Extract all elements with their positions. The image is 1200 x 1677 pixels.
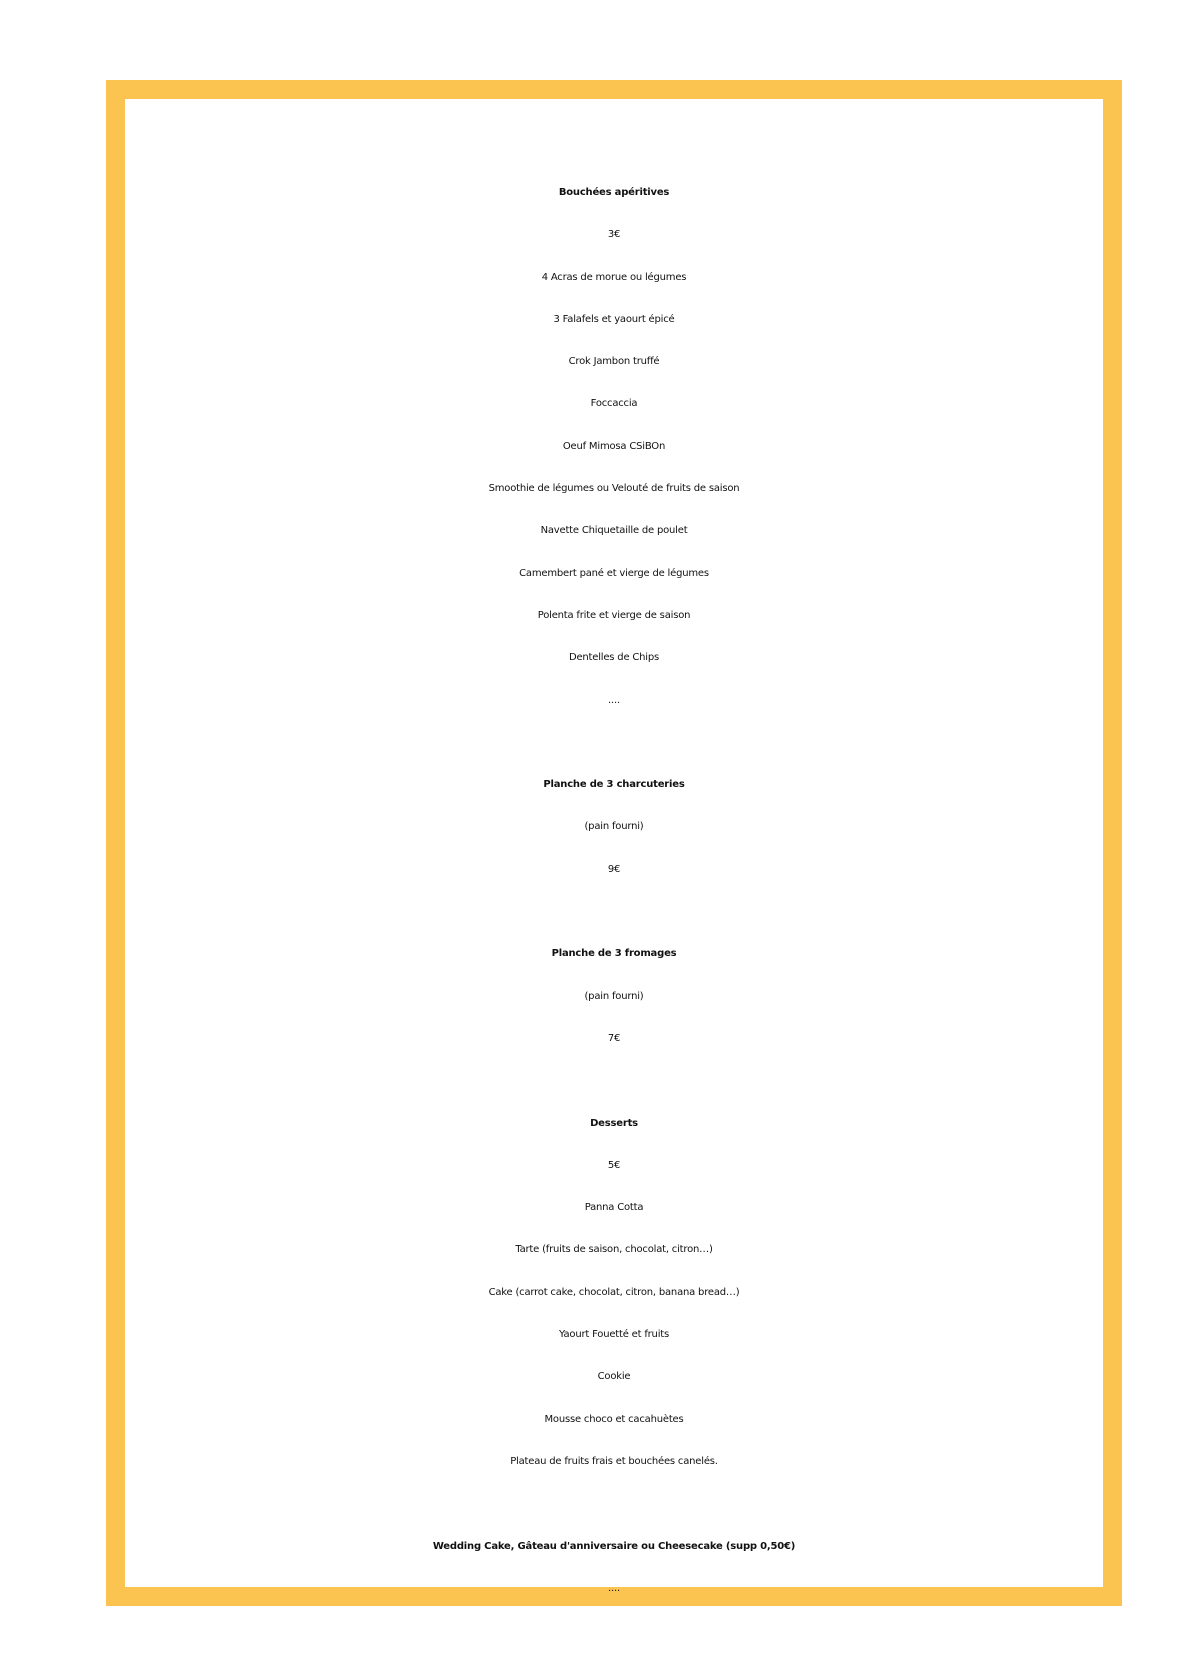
section-price: 7€ (607, 1032, 621, 1044)
menu-item: Cookie (597, 1371, 631, 1383)
menu-item: Foccaccia (590, 398, 638, 410)
section-desserts (125, 1103, 1103, 1611)
menu-item: Smoothie de légumes ou Velouté de fruits de saison (488, 483, 740, 495)
section-price: 9€ (607, 863, 621, 875)
ellipsis: .... (608, 1582, 620, 1594)
menu-item: Yaourt Fouetté et fruits (558, 1329, 670, 1341)
section-note: (pain fourni) (584, 990, 644, 1002)
section-bouchees (125, 172, 1103, 722)
menu-frame (106, 80, 1122, 1606)
special-cake-note: Wedding Cake, Gâteau d'anniversaire ou Cheesecake (supp 0,50€) (432, 1540, 796, 1552)
menu-item: Polenta frite et vierge de saison (537, 609, 691, 621)
section-note: (pain fourni) (584, 821, 644, 833)
section-title: Desserts (590, 1117, 638, 1129)
menu-item: Oeuf Mimosa CSiBOn (562, 440, 666, 452)
menu-item: Camembert pané et vierge de légumes (519, 567, 709, 579)
menu-item: 4 Acras de morue ou légumes (541, 271, 687, 283)
menu-item: Crok Jambon truffé (568, 356, 660, 368)
menu-item: Tarte (fruits de saison, chocolat, citron…) (515, 1244, 713, 1256)
spacer (125, 891, 1103, 933)
spacer (125, 1483, 1103, 1525)
section-price: 3€ (607, 229, 621, 241)
menu-item: Panna Cotta (584, 1202, 644, 1214)
section-charcuteries (125, 764, 1103, 891)
menu-item: Dentelles de Chips (568, 652, 660, 664)
menu-item: 3 Falafels et yaourt épicé (553, 313, 675, 325)
section-fromages (125, 933, 1103, 1060)
section-title: Planche de 3 fromages (551, 948, 677, 960)
menu-item: Cake (carrot cake, chocolat, citron, banana bread…) (488, 1286, 740, 1298)
menu-item: Navette Chiquetaille de poulet (540, 525, 688, 537)
menu-item: Plateau de fruits frais et bouchées canelés. (510, 1455, 718, 1467)
spacer (125, 1060, 1103, 1102)
ellipsis: .... (608, 694, 620, 706)
spacer (125, 722, 1103, 764)
menu-item: Mousse choco et cacahuètes (544, 1413, 684, 1425)
menu-content (125, 172, 1103, 1610)
section-price: 5€ (607, 1159, 621, 1171)
section-title: Planche de 3 charcuteries (543, 779, 685, 791)
section-title: Bouchées apéritives (558, 187, 670, 198)
